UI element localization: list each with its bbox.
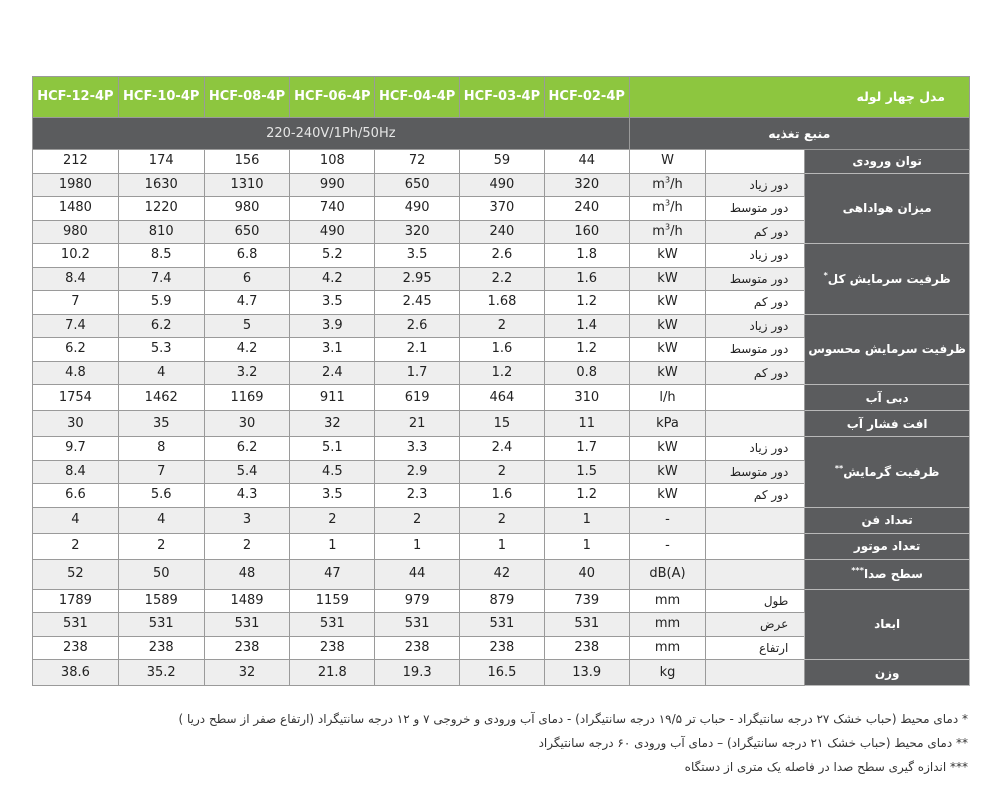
value-cell: 2 — [375, 507, 460, 533]
airflow-row — [33, 173, 970, 197]
model-header: HCF-06-4P — [290, 77, 375, 118]
unit-cell: mm — [629, 636, 706, 660]
value-cell: 238 — [33, 636, 119, 660]
unit-cell — [629, 197, 706, 221]
sub-label: دور زیاد — [706, 314, 805, 338]
value-cell: 1159 — [290, 589, 375, 613]
value-cell: 3.3 — [375, 437, 460, 461]
fan-count-row — [33, 507, 970, 533]
sub-label: دور متوسط — [706, 338, 805, 362]
total-cooling-row — [33, 244, 970, 268]
value-cell: 212 — [33, 150, 119, 174]
value-cell: 1789 — [33, 589, 119, 613]
value-cell: 240 — [460, 220, 545, 244]
value-cell: 531 — [204, 613, 290, 637]
unit-cell: l/h — [629, 385, 706, 411]
value-cell: 464 — [460, 385, 545, 411]
unit-cell — [629, 173, 706, 197]
value-cell: 1.5 — [544, 460, 629, 484]
value-cell: 1489 — [204, 589, 290, 613]
value-cell: 1.2 — [544, 338, 629, 362]
value-cell: 1 — [290, 533, 375, 559]
weight-row — [33, 660, 970, 686]
value-cell: 1.8 — [544, 244, 629, 268]
value-cell: 5.2 — [290, 244, 375, 268]
value-cell: 15 — [460, 411, 545, 437]
value-cell: 2 — [204, 533, 290, 559]
unit-cell: kW — [629, 244, 706, 268]
value-cell: 6.2 — [204, 437, 290, 461]
param-label-text: سطح صدا — [863, 567, 923, 581]
unit-cell: kW — [629, 338, 706, 362]
param-label-text: ظرفیت گرمایش — [843, 464, 940, 479]
value-cell: 1.6 — [460, 338, 545, 362]
value-cell: 1.6 — [460, 484, 545, 508]
sub-label-empty — [706, 660, 805, 686]
value-cell: 8.5 — [118, 244, 204, 268]
input-power-label — [805, 150, 970, 174]
value-cell: 44 — [375, 559, 460, 589]
value-cell: 5.6 — [118, 484, 204, 508]
water-flow-row — [33, 385, 970, 411]
value-cell: 2 — [460, 314, 545, 338]
value-cell: 980 — [33, 220, 119, 244]
footnote-mark: * — [823, 270, 828, 280]
value-cell: 9.7 — [33, 437, 119, 461]
value-cell: 32 — [290, 411, 375, 437]
sub-label: دور کم — [706, 291, 805, 315]
sub-label: دور زیاد — [706, 173, 805, 197]
value-cell: 1.7 — [375, 361, 460, 385]
sub-label-empty — [706, 150, 805, 174]
unit-cell — [629, 220, 706, 244]
value-cell: 160 — [544, 220, 629, 244]
unit-tail: /h — [670, 176, 683, 192]
value-cell: 7.4 — [33, 314, 119, 338]
power-supply-value: 220-240V/1Ph/50Hz — [33, 118, 630, 150]
dimensions-label — [805, 589, 970, 660]
param-label-text: تعداد موتور — [853, 539, 921, 553]
value-cell: 44 — [544, 150, 629, 174]
model-header: HCF-08-4P — [204, 77, 290, 118]
sub-label: دور متوسط — [706, 267, 805, 291]
power-supply-row — [33, 118, 970, 150]
heating-label — [805, 437, 970, 508]
value-cell: 1.2 — [544, 484, 629, 508]
value-cell: 3.1 — [290, 338, 375, 362]
sub-label: طول — [706, 589, 805, 613]
unit-cell: - — [629, 533, 706, 559]
airflow-label — [805, 173, 970, 244]
value-cell: 911 — [290, 385, 375, 411]
unit-cell: kW — [629, 291, 706, 315]
value-cell: 5.9 — [118, 291, 204, 315]
power-supply-label: منبع تغذیه — [629, 118, 969, 150]
value-cell: 3 — [204, 507, 290, 533]
footnotes — [179, 707, 968, 779]
value-cell: 979 — [375, 589, 460, 613]
value-cell: 156 — [204, 150, 290, 174]
param-label-text: وزن — [874, 665, 900, 680]
value-cell: 3.9 — [290, 314, 375, 338]
value-cell: 32 — [204, 660, 290, 686]
value-cell: 8 — [118, 437, 204, 461]
param-label-text: توان ورودی — [852, 154, 922, 169]
model-header: HCF-10-4P — [118, 77, 204, 118]
value-cell: 4.2 — [204, 338, 290, 362]
value-cell: 810 — [118, 220, 204, 244]
value-cell: 7.4 — [118, 267, 204, 291]
sub-label-empty — [706, 507, 805, 533]
value-cell: 1.7 — [544, 437, 629, 461]
value-cell: 38.6 — [33, 660, 119, 686]
value-cell: 21.8 — [290, 660, 375, 686]
value-cell: 1754 — [33, 385, 119, 411]
sub-label: دور کم — [706, 220, 805, 244]
unit-cell: kW — [629, 437, 706, 461]
value-cell: 980 — [204, 197, 290, 221]
value-cell: 30 — [204, 411, 290, 437]
value-cell: 2 — [33, 533, 119, 559]
value-cell: 11 — [544, 411, 629, 437]
value-cell: 4 — [118, 507, 204, 533]
value-cell: 1.4 — [544, 314, 629, 338]
value-cell: 48 — [204, 559, 290, 589]
value-cell: 490 — [375, 197, 460, 221]
footnote-mark: ** — [834, 463, 844, 473]
value-cell: 238 — [375, 636, 460, 660]
value-cell: 4.7 — [204, 291, 290, 315]
value-cell: 0.8 — [544, 361, 629, 385]
value-cell: 650 — [375, 173, 460, 197]
value-cell: 531 — [33, 613, 119, 637]
value-cell: 531 — [544, 613, 629, 637]
model-header: HCF-04-4P — [375, 77, 460, 118]
value-cell: 2.9 — [375, 460, 460, 484]
value-cell: 650 — [204, 220, 290, 244]
unit-cell: kW — [629, 460, 706, 484]
value-cell: 2 — [118, 533, 204, 559]
value-cell: 2.4 — [290, 361, 375, 385]
unit-cell: kW — [629, 361, 706, 385]
value-cell: 7 — [118, 460, 204, 484]
table-title: مدل چهار لوله — [629, 77, 969, 118]
value-cell: 42 — [460, 559, 545, 589]
value-cell: 2 — [290, 507, 375, 533]
value-cell: 7 — [33, 291, 119, 315]
value-cell: 6.2 — [118, 314, 204, 338]
value-cell: 72 — [375, 150, 460, 174]
value-cell: 238 — [290, 636, 375, 660]
value-cell: 16.5 — [460, 660, 545, 686]
sub-label-empty — [706, 559, 805, 589]
param-label-text: افت فشار آب — [846, 416, 928, 431]
value-cell: 320 — [375, 220, 460, 244]
unit-cell: kW — [629, 267, 706, 291]
footnote-1: * دمای محیط (حباب خشک ۲۷ درجه سانتیگراد - حباب تر ۱۹/۵ درجه سانتیگراد) - دمای آب ورودی و خروجی ۷ و ۱۲ درجه سانتیگراد (ارتفاع صفر از سطح دریا ) — [178, 712, 968, 726]
model-header: HCF-12-4P — [33, 77, 119, 118]
value-cell: 3.2 — [204, 361, 290, 385]
value-cell: 2.95 — [375, 267, 460, 291]
value-cell: 2.6 — [460, 244, 545, 268]
unit-cell: mm — [629, 613, 706, 637]
pressure-drop-label — [805, 411, 970, 437]
value-cell: 1480 — [33, 197, 119, 221]
sub-label: دور زیاد — [706, 244, 805, 268]
unit-cell: kg — [629, 660, 706, 686]
value-cell: 13.9 — [544, 660, 629, 686]
value-cell: 240 — [544, 197, 629, 221]
value-cell: 531 — [118, 613, 204, 637]
value-cell: 59 — [460, 150, 545, 174]
value-cell: 238 — [544, 636, 629, 660]
value-cell: 4.8 — [33, 361, 119, 385]
sub-label: عرض — [706, 613, 805, 637]
value-cell: 50 — [118, 559, 204, 589]
value-cell: 990 — [290, 173, 375, 197]
model-header: HCF-02-4P — [544, 77, 629, 118]
value-cell: 1220 — [118, 197, 204, 221]
value-cell: 2 — [460, 507, 545, 533]
value-cell: 5.1 — [290, 437, 375, 461]
sensible-cooling-label — [805, 314, 970, 385]
motor-count-row — [33, 533, 970, 559]
value-cell: 6.8 — [204, 244, 290, 268]
value-cell: 238 — [460, 636, 545, 660]
value-cell: 1 — [544, 507, 629, 533]
value-cell: 6.2 — [33, 338, 119, 362]
param-label-text: میزان هواداهی — [842, 201, 932, 216]
motor-count-label — [805, 533, 970, 559]
unit-superscript: 3 — [664, 175, 671, 185]
unit-cell: dB(A) — [629, 559, 706, 589]
header-row — [33, 77, 970, 118]
value-cell: 1.68 — [460, 291, 545, 315]
model-header: HCF-03-4P — [460, 77, 545, 118]
value-cell: 740 — [290, 197, 375, 221]
value-cell: 1462 — [118, 385, 204, 411]
value-cell: 1 — [375, 533, 460, 559]
value-cell: 531 — [460, 613, 545, 637]
unit-superscript: 3 — [664, 222, 671, 232]
sound-level-label — [805, 559, 970, 589]
value-cell: 19.3 — [375, 660, 460, 686]
value-cell: 490 — [460, 173, 545, 197]
value-cell: 174 — [118, 150, 204, 174]
value-cell: 370 — [460, 197, 545, 221]
sub-label-empty — [706, 533, 805, 559]
value-cell: 2 — [460, 460, 545, 484]
value-cell: 5.3 — [118, 338, 204, 362]
value-cell: 2.6 — [375, 314, 460, 338]
value-cell: 30 — [33, 411, 119, 437]
value-cell: 5 — [204, 314, 290, 338]
value-cell: 310 — [544, 385, 629, 411]
value-cell: 8.4 — [33, 267, 119, 291]
value-cell: 35.2 — [118, 660, 204, 686]
value-cell: 1310 — [204, 173, 290, 197]
value-cell: 47 — [290, 559, 375, 589]
value-cell: 531 — [290, 613, 375, 637]
value-cell: 1 — [544, 533, 629, 559]
value-cell: 3.5 — [290, 484, 375, 508]
unit-cell: - — [629, 507, 706, 533]
input-power-row — [33, 150, 970, 174]
value-cell: 1 — [460, 533, 545, 559]
weight-label — [805, 660, 970, 686]
value-cell: 4 — [33, 507, 119, 533]
dimensions-row — [33, 589, 970, 613]
unit-tail: /h — [670, 223, 683, 239]
fan-count-label — [805, 507, 970, 533]
value-cell: 1.2 — [544, 291, 629, 315]
heating-row — [33, 437, 970, 461]
spec-table — [32, 76, 970, 686]
water-flow-label — [805, 385, 970, 411]
sub-label: دور متوسط — [706, 460, 805, 484]
sub-label: ارتفاع — [706, 636, 805, 660]
value-cell: 3.5 — [375, 244, 460, 268]
value-cell: 490 — [290, 220, 375, 244]
value-cell: 619 — [375, 385, 460, 411]
value-cell: 8.4 — [33, 460, 119, 484]
param-label-text: ظرفیت سرمایش محسوس — [808, 342, 966, 357]
unit-tail: /h — [670, 200, 683, 216]
value-cell: 3.5 — [290, 291, 375, 315]
value-cell: 1.6 — [544, 267, 629, 291]
value-cell: 40 — [544, 559, 629, 589]
unit-cell: mm — [629, 589, 706, 613]
value-cell: 52 — [33, 559, 119, 589]
unit-base: m — [652, 176, 665, 192]
unit-cell: W — [629, 150, 706, 174]
value-cell: 4.2 — [290, 267, 375, 291]
value-cell: 2.45 — [375, 291, 460, 315]
sound-level-row — [33, 559, 970, 589]
value-cell: 21 — [375, 411, 460, 437]
unit-cell: kPa — [629, 411, 706, 437]
value-cell: 1589 — [118, 589, 204, 613]
value-cell: 238 — [118, 636, 204, 660]
unit-base: m — [652, 223, 665, 239]
value-cell: 531 — [375, 613, 460, 637]
value-cell: 879 — [460, 589, 545, 613]
unit-superscript: 3 — [664, 198, 671, 208]
param-label-text: تعداد فن — [861, 513, 913, 527]
total-cooling-label — [805, 244, 970, 315]
value-cell: 4 — [118, 361, 204, 385]
footnote-2: ** دمای محیط (حباب خشک ۲۱ درجه سانتیگراد) – دمای آب ورودی ۶۰ درجه سانتیگراد — [538, 736, 968, 750]
value-cell: 320 — [544, 173, 629, 197]
value-cell: 108 — [290, 150, 375, 174]
value-cell: 10.2 — [33, 244, 119, 268]
value-cell: 2.2 — [460, 267, 545, 291]
value-cell: 2.1 — [375, 338, 460, 362]
value-cell: 739 — [544, 589, 629, 613]
unit-base: m — [652, 200, 665, 216]
sub-label-empty — [706, 411, 805, 437]
value-cell: 2.3 — [375, 484, 460, 508]
param-label-text: دبی آب — [865, 390, 909, 405]
pressure-drop-row — [33, 411, 970, 437]
value-cell: 4.3 — [204, 484, 290, 508]
param-label-text: ابعاد — [874, 617, 901, 632]
sub-label: دور زیاد — [706, 437, 805, 461]
footnote-3: *** اندازه گیری سطح صدا در فاصله یک متری از دستگاه — [684, 760, 968, 774]
footnote-mark: *** — [851, 566, 864, 575]
value-cell: 6 — [204, 267, 290, 291]
sub-label: دور متوسط — [706, 197, 805, 221]
unit-cell: kW — [629, 484, 706, 508]
sub-label-empty — [706, 385, 805, 411]
unit-cell: kW — [629, 314, 706, 338]
sub-label: دور کم — [706, 484, 805, 508]
value-cell: 35 — [118, 411, 204, 437]
param-label-text: ظرفیت سرمایش کل — [827, 271, 951, 286]
value-cell: 1630 — [118, 173, 204, 197]
value-cell: 1.2 — [460, 361, 545, 385]
value-cell: 1169 — [204, 385, 290, 411]
value-cell: 2.4 — [460, 437, 545, 461]
value-cell: 6.6 — [33, 484, 119, 508]
value-cell: 1980 — [33, 173, 119, 197]
value-cell: 5.4 — [204, 460, 290, 484]
value-cell: 238 — [204, 636, 290, 660]
sensible-cooling-row — [33, 314, 970, 338]
sub-label: دور کم — [706, 361, 805, 385]
value-cell: 4.5 — [290, 460, 375, 484]
